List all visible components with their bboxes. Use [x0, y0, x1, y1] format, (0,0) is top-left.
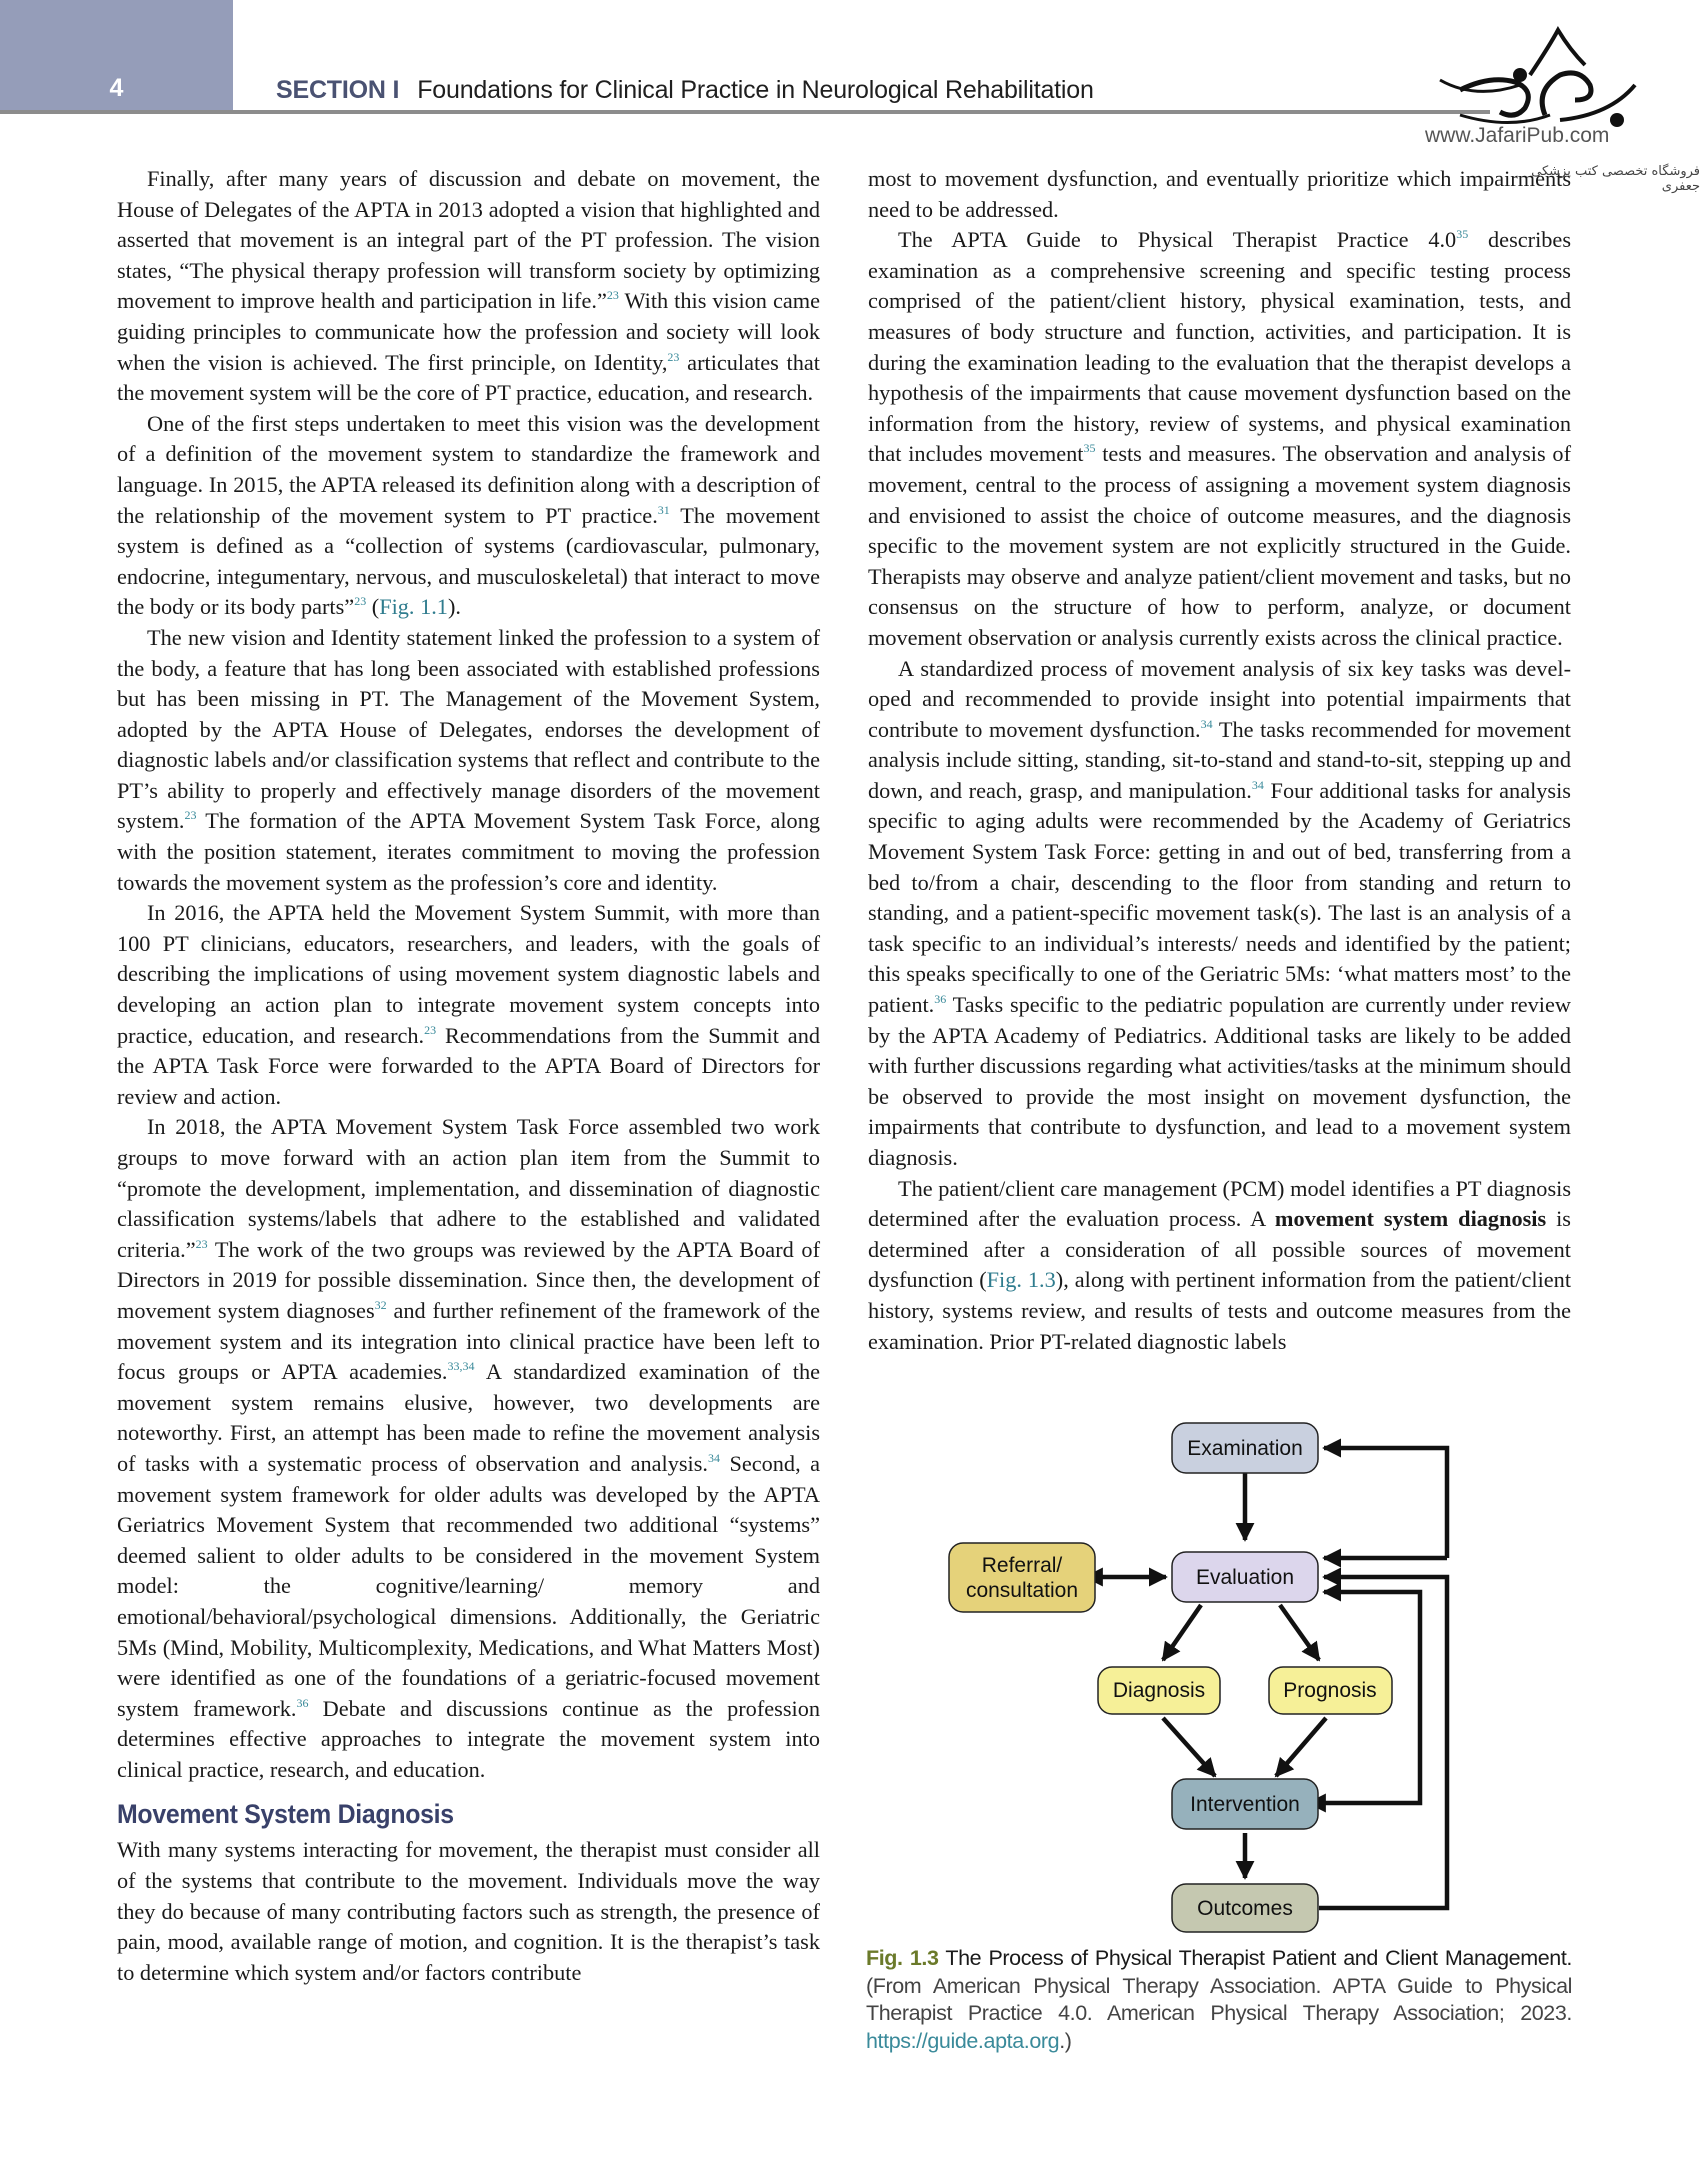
citation-superscript[interactable]: 36: [934, 992, 947, 1007]
paragraph: [868, 654, 1571, 1174]
text-run: Recommendations from the Summit and the APTA Task Force were forwarded to the APTA Board of Directors for review and action.: [117, 1022, 820, 1109]
text-run: The formation of the APTA Movement System Task Force, along with the position statement, iterates commitment to moving the profession towards the movement system as the profession’s core and identity.: [117, 808, 820, 895]
node-prognosis: [1269, 1667, 1392, 1714]
node-referral-label-line2: consultation: [965, 1579, 1079, 1602]
section-label: SECTION I: [276, 76, 400, 104]
text-run: A standardized examination of the movement system remains elusive, however, two developments are noteworthy. First, an attempt has been made to refine the movement analysis of tasks with a systematic process of observation and analysis.: [117, 1359, 820, 1476]
figure-caption: [866, 1945, 1572, 2055]
text-run: articulates that the movement system will be the core of PT practice, education, and research.: [117, 349, 820, 406]
text-run: Debate and discussions continue as the profession determines effective approaches to integrate the movement system into clinical practice, research, and education.: [117, 1695, 820, 1782]
paragraph: [117, 1112, 820, 1785]
citation-superscript[interactable]: 34: [707, 1450, 720, 1465]
section-heading: Movement System Diagnosis: [117, 1799, 454, 1830]
bold-term: movement system diagnosis: [1274, 1206, 1547, 1232]
citation-superscript[interactable]: 34: [1251, 777, 1264, 792]
text-run: (: [366, 594, 380, 620]
citation-superscript[interactable]: 33,34: [447, 1359, 475, 1374]
citation-superscript[interactable]: 34: [1200, 716, 1213, 731]
text-run: The patient/client care management (PCM) model identifies a PT diagnosis determined after the evaluation process. A: [868, 1175, 1571, 1232]
citation-superscript[interactable]: 23: [195, 1236, 208, 1251]
text-run: The tasks recommended for movement analysis include sitting, standing, sit-to-stand and stand-to-sit, stepping up and down, and reach, grasp, and manipulation.: [868, 716, 1571, 803]
citation-superscript[interactable]: 32: [374, 1297, 387, 1312]
node-diagnosis-label: Diagnosis: [1112, 1679, 1206, 1702]
figure-reference-link[interactable]: Fig. 1.3: [986, 1267, 1056, 1293]
node-outcomes: [1172, 1884, 1318, 1932]
citation-superscript[interactable]: 36: [296, 1695, 309, 1710]
text-run: Tasks specific to the pediatric population are currently under review by the APTA Academy of Pediatrics. Additional tasks are likely to be added with further discussions regarding what activities/tasks at the minimum should be observed to provide the most insight on movement dysfunction, the impairments that contribute to dysfunction, and lead to a movement system diagnosis.: [868, 992, 1571, 1170]
right-column: [868, 164, 1571, 1357]
text-run: and further refinement of the framework of the movement system and its integration into clinical practice have been left to focus groups or APTA academies.: [117, 1297, 820, 1385]
text-run: most to movement dysfunction, and eventually prioritize which impairments need to be addressed.: [868, 166, 1571, 222]
text-run: The APTA Guide to Physical Therapist Practice 4.0: [898, 227, 1457, 253]
citation-superscript[interactable]: 23: [606, 288, 619, 303]
text-run: The work of the two groups was reviewed by the APTA Board of Directors in 2019 for possible dissemination. Since then, the development of movement system diagnoses: [117, 1236, 820, 1323]
citation-superscript[interactable]: 35: [1083, 441, 1096, 456]
paragraph: [868, 225, 1571, 653]
citation-superscript[interactable]: 23: [424, 1022, 437, 1037]
citation-superscript[interactable]: 23: [354, 594, 367, 609]
arrow-diagnosis-to-intervention: [1163, 1718, 1215, 1776]
node-intervention-label: Intervention: [1190, 1793, 1300, 1816]
watermark-persian-text: فروشگاه تخصصی کتب پزشکی جعفری: [1531, 164, 1700, 194]
arrow-outcomes-to-evaluation: [1319, 1577, 1447, 1908]
paragraph: [117, 1835, 820, 1988]
figure-label: Fig. 1.3: [866, 1946, 939, 1970]
text-run: With many systems interacting for movement, the therapist must consider all of the systems that contribute to the movement. Individuals move the way they do because of many contributing factors such as strength, the presence of pain, mood, available range of motion, and cognition. It is the therapist’s task to determine which system and/or factors contribute: [117, 1837, 820, 1985]
figure-reference-link[interactable]: Fig. 1.1: [379, 594, 448, 620]
page-number: 4: [109, 74, 124, 102]
citation-superscript[interactable]: 35: [1456, 227, 1469, 242]
node-referral-label-line1: Referral/: [981, 1554, 1063, 1577]
node-prognosis-label: Prognosis: [1283, 1679, 1377, 1702]
pcm-flowchart: [940, 1410, 1500, 1950]
text-run: ).: [447, 594, 461, 620]
node-intervention: [1172, 1779, 1318, 1829]
paragraph: [117, 898, 820, 1112]
text-run: Second, a movement system framework for older adults was developed by the APTA Geriatrics Movement System that recommended two additional “systems” deemed salient to older adults to be considered in the movement System model: the cognitive/learning/ memory and emotional/behavioral/psychological dimensions. Additionally, the Geriatric 5Ms (Mind, Mobility, Multicomplexity, Medications, and What Matters Most) were identified as one of the foundations of a geriatric-focused movement system framework.: [117, 1450, 821, 1721]
header-rule: [0, 110, 1490, 114]
text-run: is determined after a consideration of all possible sources of movement dysfunction (: [868, 1206, 1571, 1293]
arrow-evaluation-to-diagnosis: [1163, 1605, 1201, 1660]
node-examination-label: Examination: [1187, 1437, 1303, 1460]
citation-superscript[interactable]: 23: [184, 808, 197, 823]
arrow-prognosis-to-intervention: [1276, 1718, 1326, 1776]
figure-source-end: .): [1059, 2028, 1072, 2053]
text-run: In 2016, the APTA held the Movement System Summit, with more than 100 PT clinicians, educators, researchers, and leaders, with the goals of describing the implications of using movement system diagnostic labels and developing an action plan to integrate movement system concepts into practice, education, and research.: [117, 900, 820, 1048]
node-examination: [1172, 1423, 1318, 1473]
text-run: tests and measures. The observation and analysis of movement, central to the process of assigning a movement system diagnosis and envisioned to assist the choice of outcome measures, and the diagnosis specific to the movement system are not explicitly structured in the Guide. Therapists may observe and analyze patient/client movement and tasks, but no consensus on the structure of how to perform, analyze, or document movement observation or analysis currently exists across the clinical practice.: [868, 441, 1571, 650]
node-referral: [949, 1543, 1095, 1612]
text-run: Four additional tasks for analysis specific to aging adults were recommended by the Academy of Geriatrics Movement System Task Force: getting in and out of bed, transferring from a bed to/from a chair, descending to the floor from standing and return to standing, and a patient-specific movement task(s). The last is an analysis of a task specific to an individual’s interests/ needs and identified by the patient; this speaks specifically to one of the Geriatric 5Ms: ‘what matters most’ to the patient.: [868, 777, 1571, 1018]
running-header: [276, 76, 1094, 105]
citation-superscript[interactable]: 31: [657, 502, 670, 517]
arrow-evaluation-to-prognosis: [1280, 1605, 1319, 1660]
node-diagnosis: [1098, 1667, 1220, 1714]
paragraph: [117, 164, 820, 409]
section-title: Foundations for Clinical Practice in Neurological Rehabilitation: [417, 76, 1094, 104]
text-run: One of the first steps undertaken to meet this vision was the development of a definition of the movement system to standardize the framework and language. In 2015, the APTA released its definition along with a description of the relationship of the movement system to PT practice.: [117, 410, 820, 528]
text-run: In 2018, the APTA Movement System Task Force assembled two work groups to move forward with an action plan item from the Summit to “promote the development, implementation, and dissemination of diagnostic classification systems/labels that adhere to the established and validated criteria.”: [117, 1114, 820, 1262]
arrow-loop-to-examination: [1324, 1448, 1447, 1558]
paragraph: [117, 623, 820, 898]
text-run: describes examination as a comprehensive screening and specific testing process comprised of the patient/client history, physical examination, tests, and measures of body structure and function, activities, and participation. It is during the examination leading to the evaluation that the therapist develops a hypothesis of the impairments that cause movement dysfunction based on the information from the history, review of systems, and physical examination that includes movement: [868, 227, 1571, 467]
text-run: The new vision and Identity statement linked the profession to a system of the body, a feature that has long been associated with established professions but has been missing in PT. The Management of the Movement System, adopted by the APTA House of Delegates, endorses the development of diagnostic labels and/or classification systems that reflect and contribute to the PT’s ability to properly and effectively manage disorders of the movement system.: [117, 624, 820, 834]
text-run: The movement system is defined as a “collection of systems (cardiovascular, pulmonary, endocrine, integumentary, nervous, and musculoskeletal) that interact to move the body or its body parts”: [117, 502, 820, 620]
figure-source: (From American Physical Therapy Association. APTA Guide to Physical Therapist Practice 4.0. American Physical Therapy Association; 2023.: [866, 1973, 1572, 2025]
figure-source-link[interactable]: https://guide.apta.org: [866, 2028, 1060, 2053]
node-outcomes-label: Outcomes: [1197, 1897, 1293, 1920]
paragraph: [868, 1174, 1571, 1358]
text-run: A standardized process of movement analysis of six key tasks was developed and recommended to provide insight into potential impairments that contribute to movement dysfunction.: [868, 655, 1571, 742]
node-evaluation-label: Evaluation: [1195, 1566, 1295, 1589]
watermark-url: www.JafariPub.com: [1425, 124, 1610, 147]
publisher-logo-icon: [1420, 20, 1660, 130]
node-evaluation: [1172, 1552, 1318, 1602]
citation-superscript[interactable]: 23: [667, 349, 680, 364]
text-run: With this vision came guiding principles to communicate how the profession and society will look when the vision is achieved. The first principle, on Identity,: [117, 288, 820, 375]
paragraph: [868, 164, 1571, 225]
paragraph: [117, 409, 820, 623]
text-run: Finally, after many years of discussion and debate on movement, the House of Delegates of the APTA in 2013 adopted a vision that highlighted and asserted that movement is an integral part of the PT profession. The vision states, “The physical therapy profession will transform society by optimizing movement to improve health and participation in life.”: [117, 166, 820, 314]
figure-title: The Process of Physical Therapist Patient and Client Management.: [945, 1946, 1572, 1970]
left-column: [117, 164, 820, 1988]
text-run: ), along with pertinent information from the patient/client history, systems review, and results of tests and outcome measures from the examination. Prior PT-related diagnostic labels: [868, 1267, 1572, 1354]
